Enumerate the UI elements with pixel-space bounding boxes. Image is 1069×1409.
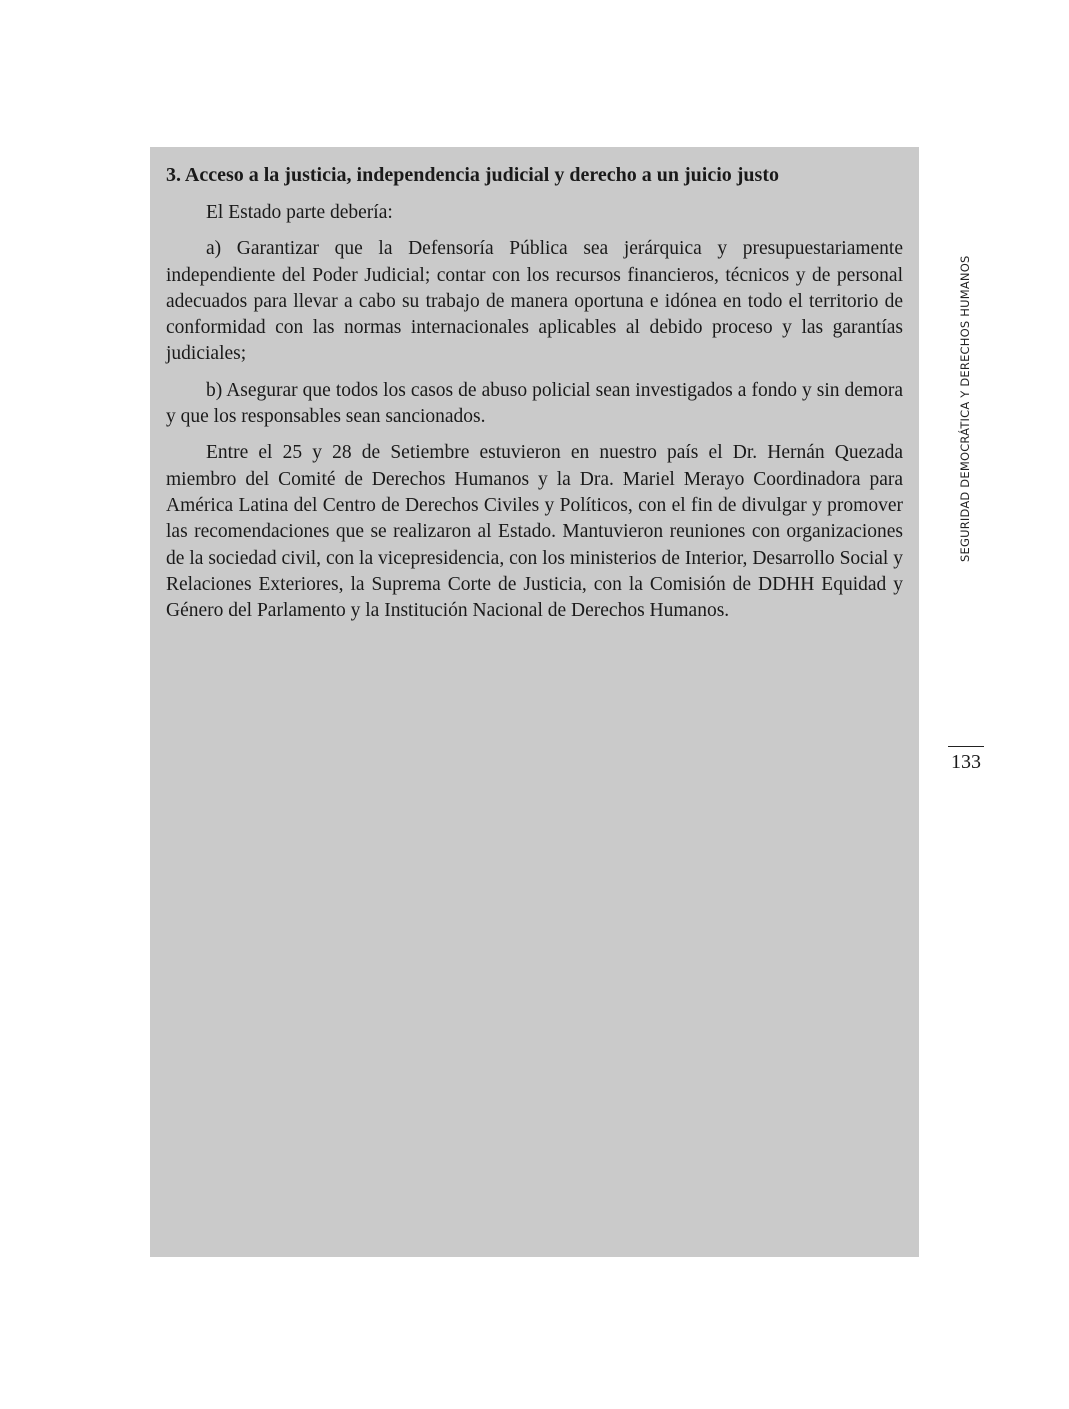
page-number: 133	[948, 746, 984, 773]
content-column	[166, 158, 903, 634]
running-header-vertical: SEGURIDAD DEMOCRÁTICA Y DERECHOS HUMANOS	[958, 255, 972, 562]
visit-paragraph: Entre el 25 y 28 de Setiembre estuvieron en nuestro país el Dr. Hernán Quezada miembro del Comité de Derechos Humanos y la Dra. Mariel Merayo Coordinadora para América Latina del Centro de Derechos Civiles y Políticos, con el fin de divulgar y promover las recomendaciones que se realizaron al Estado. Mantuvieron reuniones con organizaciones de la sociedad civil, con la vicepresidencia, con los ministerios de Interior, Desarrollo Social y Relaciones Exteriores, la Suprema Corte de Justicia, con la Comisión de DDHH Equidad y Género del Parlamento y la Institución Nacional de Derechos Humanos.	[166, 442, 903, 622]
item-a-paragraph: a) Garantizar que la Defensoría Pública sea jerárquica y presupuestariamente independiente del Poder Judicial; contar con los recursos financieros, técnicos y de personal adecuados para llevar a cabo su trabajo de manera oportuna e idónea en todo el territorio de conformidad con las normas internacionales aplicables al debido proceso y las garantías judiciales;	[166, 238, 903, 365]
section-heading: 3. Acceso a la justicia, independencia judicial y derecho a un juicio justo	[166, 164, 779, 186]
item-b-paragraph: b) Asegurar que todos los casos de abuso policial sean investigados a fondo y sin demora y que los responsables sean sancionados.	[166, 379, 903, 428]
intro-paragraph: El Estado parte debería:	[206, 202, 393, 223]
